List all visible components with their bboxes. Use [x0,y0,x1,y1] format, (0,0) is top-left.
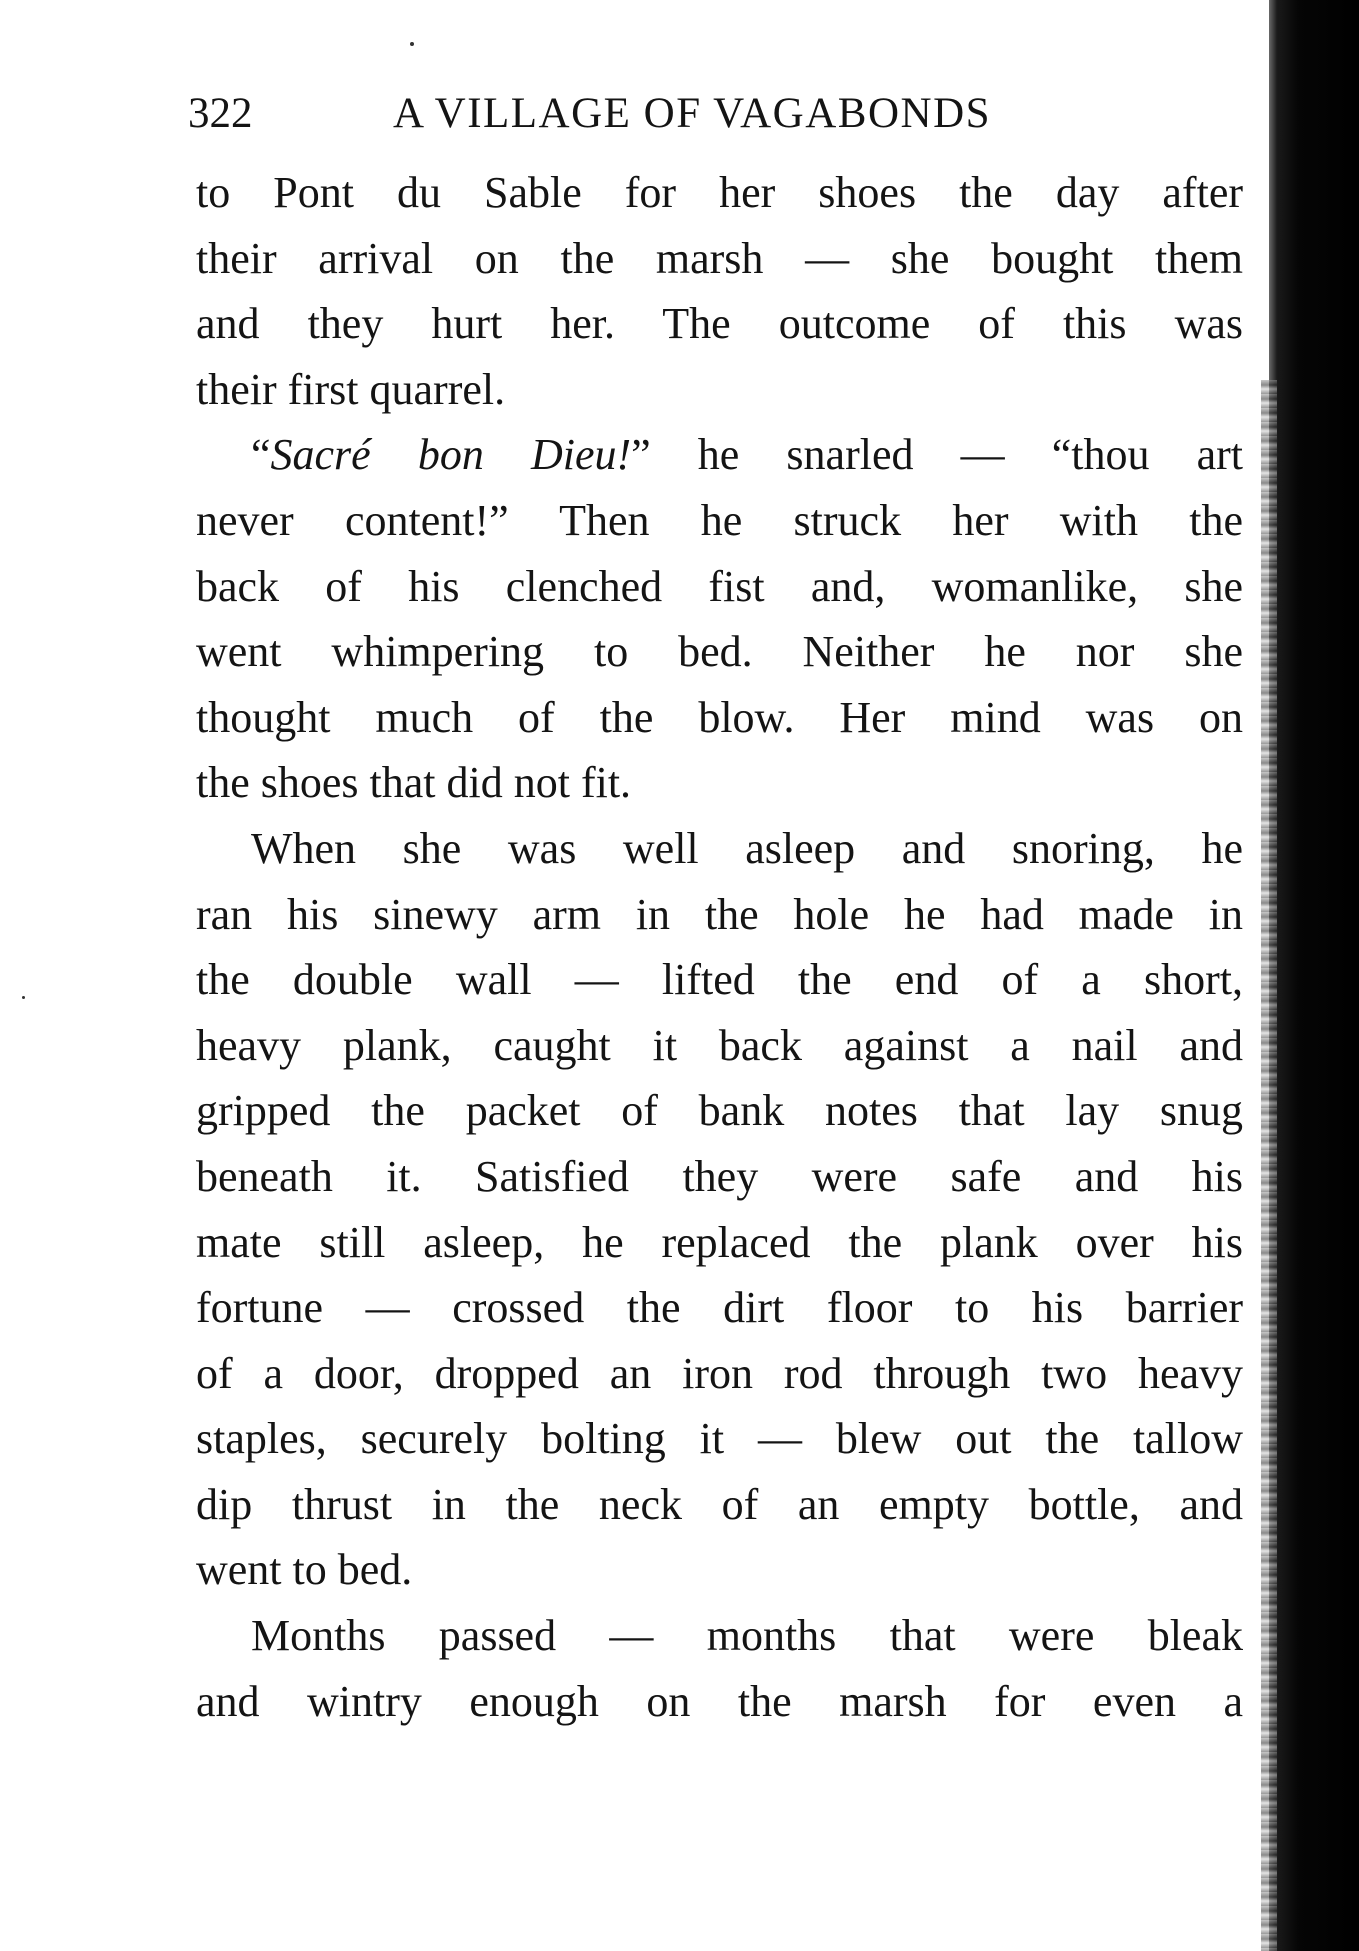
text-line: of a door, dropped an iron rod through two heavy [196,1348,1243,1398]
text-line: their first quarrel. [196,364,506,414]
text-line: thought much of the blow. Her mind was on [196,692,1243,742]
text-line: fortune — crossed the dirt floor to his barrier [196,1283,1243,1333]
page-header [188,86,1243,142]
text-line: and they hurt her. The outcome of this was [196,299,1243,349]
text-line [196,422,1243,488]
text-line: ran his sinewy arm in the hole he had made in [196,889,1243,939]
text-line: went whimpering to bed. Neither he nor she [196,627,1243,677]
text-line: mate still asleep, he replaced the plank over his [196,1217,1243,1267]
scan-speck [22,996,25,999]
text-line: Months passed — months that were bleak [251,1611,1243,1661]
scan-speck [410,42,414,46]
text-line: back of his clenched fist and, womanlike, she [196,561,1243,611]
text-line: their arrival on the marsh — she bought them [196,233,1243,283]
text-line: to Pont du Sable for her shoes the day after [196,168,1243,217]
line-rest: ” he snarled — “thou art [631,430,1243,480]
running-title: A VILLAGE OF VAGABONDS [393,90,992,137]
text-line: beneath it. Satisfied they were safe and his [196,1151,1243,1201]
text-line: and wintry enough on the marsh for even a [196,1676,1243,1726]
page-number: 322 [188,90,253,137]
text-line: staples, securely bolting it — blew out the tallow [196,1414,1243,1464]
text-line: gripped the packet of bank notes that lay snug [196,1086,1243,1136]
text-line: went to bed. [196,1545,413,1595]
text-line: dip thrust in the neck of an empty bottle, and [196,1479,1243,1529]
text-line: never content!” Then he struck her with the [196,495,1243,545]
italic-exclamation: Sacré bon Dieu! [270,430,632,480]
text-line: the double wall — lifted the end of a short, [196,955,1243,1005]
open-quote: “ [251,430,271,480]
body-text [196,160,1243,1734]
text-line: heavy plank, caught it back against a nail and [196,1020,1243,1070]
binding-edge-shadow [1269,0,1359,1951]
text-line: the shoes that did not fit. [196,758,632,808]
text-line: When she was well asleep and snoring, he [251,823,1243,873]
